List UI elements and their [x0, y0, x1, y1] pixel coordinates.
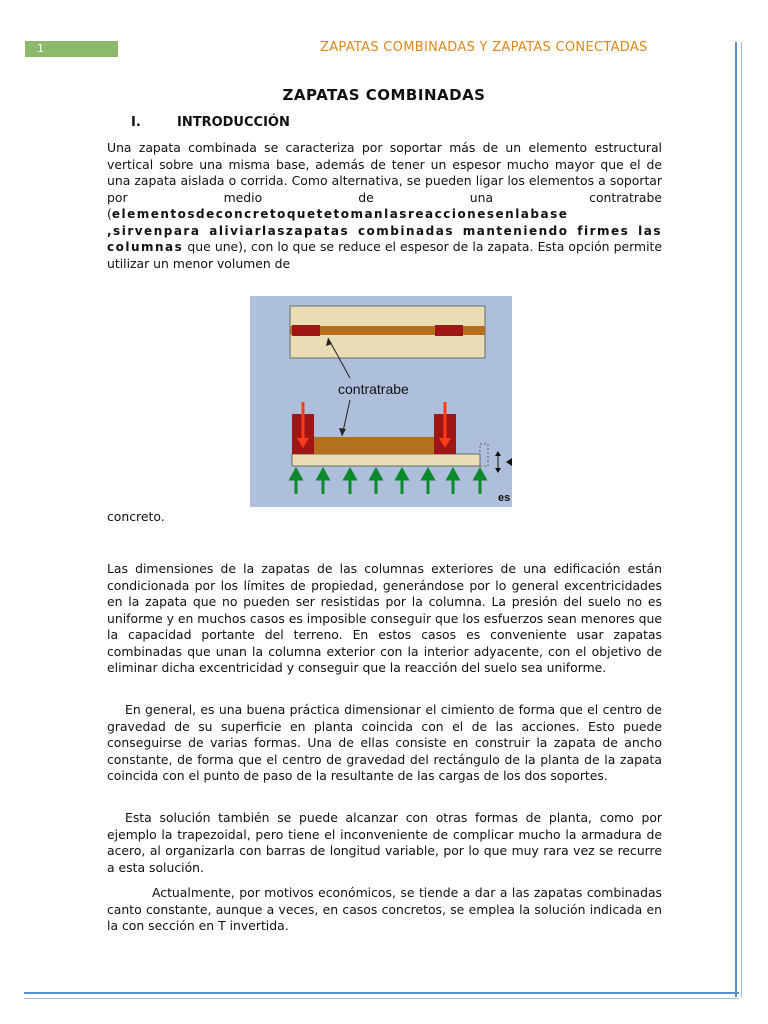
page-number-tab: 1 [25, 41, 118, 57]
elevation-cut [480, 444, 488, 466]
soil-reaction-arrows [291, 470, 485, 494]
intro-spaced-text: elementosdeconcretoquetetomanlasreaccionesenlabase ,sirvenpara aliviarlaszapatas combinadas manteniendo firmes las columnas [107, 207, 662, 254]
section-label: INTRODUCCIÓN [177, 115, 290, 130]
paragraph-1: Las dimensiones de la zapatas de las columnas exteriores de una edificación están condicionada por los límites de propiedad, generándose por lo general excentricidades en la zapata que no pueden ser resistidas por la columna. La presión del suelo no es uniforme y en muchos casos es imposible conseguir que los esfuerzos sean menores que la capacidad portante del terreno. En estos casos es conveniente usar zapatas combinadas que unan la columna exterior con la interior adyacente, con el objetivo de eliminar dicha excentricidad y conseguir que la reacción del suelo sea uniforme. [107, 561, 662, 675]
paragraph-3: Esta solución también se puede alcanzar con otras formas de planta, como por ejemplo la trapezoidal, pero tiene el inconveniente de complicar mucho la armadura de acero, al organizarla con barras de longitud variable, por lo que muy rara vez se recurre a esta solución. [107, 810, 662, 875]
figure-label-contratrabe: contratrabe [338, 381, 409, 397]
paragraph-2: En general, es una buena práctica dimensionar el cimiento de forma que el centro de gravedad de su superficie en planta coincida con el de las acciones. Esto puede conseguirse de varias formas. Una de ellas consiste en construir la zapata de ancho constante, de forma que el centro de gravedad del rectángulo de la planta de la zapata coincida con el punto de paso de la resultante de las cargas de los dos soportes. [107, 702, 662, 783]
figure-label-cut: es [498, 492, 511, 504]
plan-column-right [435, 325, 463, 336]
section-heading [131, 115, 290, 130]
intro-paragraph [107, 140, 662, 272]
running-header-title: ZAPATAS COMBINADAS Y ZAPATAS CONECTADAS [320, 40, 648, 55]
contratrabe-diagram [250, 296, 512, 507]
contratrabe-figure [250, 296, 512, 507]
elevation-base [292, 454, 480, 466]
intro-continuation: concreto. [107, 509, 165, 524]
paragraph-4: Actualmente, por motivos económicos, se tiende a dar a las zapatas combinadas canto constante, aunque a veces, en casos concretos, se emplea la solución indicada en la con sección en T invertida. [107, 885, 662, 933]
pointer-arrow-bottom [339, 428, 346, 436]
intro-text-start: Una zapata combinada se caracteriza por soportar más de un elemento estructural vertical sobre una misma base, además de tener un espesor mucho mayor que el de una zapata aislada o corrida. Como alternativa, se pueden ligar los elementos a soportar por medio de una contratrabe ( [107, 140, 662, 221]
plan-column-left [292, 325, 320, 336]
page-border-right [735, 42, 742, 997]
elevation-beam [312, 437, 442, 454]
section-number: I. [131, 115, 141, 130]
intro-text-end: que une), con lo que se reduce el espesor de la zapata. Esta opción permite utilizar un menor volumen de [107, 239, 662, 271]
page-border-bottom [24, 992, 739, 999]
document-title: ZAPATAS COMBINADAS [282, 86, 486, 104]
